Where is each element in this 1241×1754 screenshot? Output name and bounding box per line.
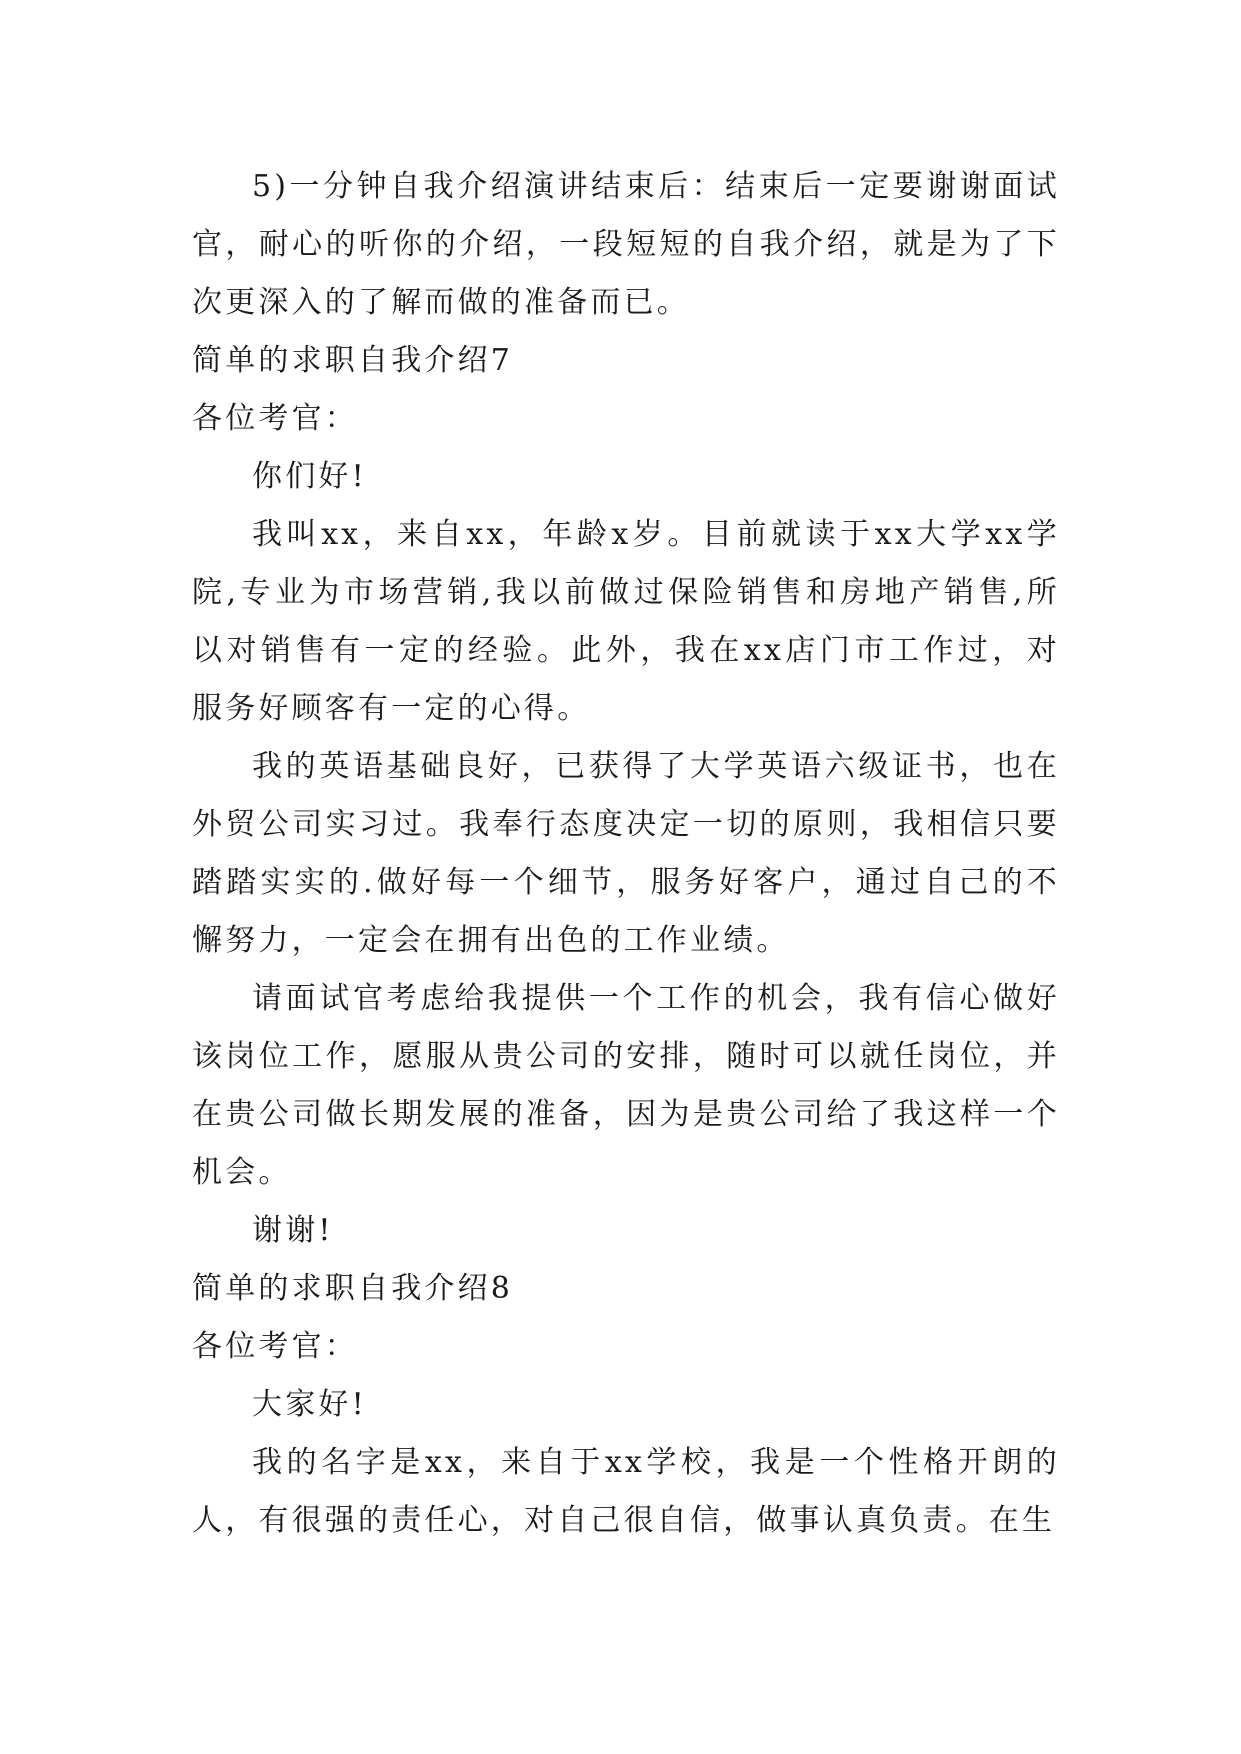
paragraph: 我的英语基础良好，已获得了大学英语六级证书，也在外贸公司实习过。我奉行态度决定一切的原则，我相信只要踏踏实实的.做好每一个细节，服务好客户，通过自己的不懈努力，一定会在拥有出色的工作业绩。 bbox=[192, 749, 1060, 958]
salutation: 各位考官： bbox=[192, 1329, 358, 1364]
greeting: 大家好! bbox=[252, 1387, 367, 1422]
greeting: 你们好! bbox=[252, 459, 367, 494]
paragraph: 请面试官考虑给我提供一个工作的机会，我有信心做好该岗位工作，愿服从贵公司的安排，随时可以就任岗位，并在贵公司做长期发展的准备，因为是贵公司给了我这样一个机会。 bbox=[192, 981, 1060, 1190]
paragraph: 我的名字是xx，来自于xx学校，我是一个性格开朗的人，有很强的责任心，对自己很自信，做事认真负责。在生 bbox=[192, 1445, 1060, 1538]
section-heading: 简单的求职自我介绍7 bbox=[192, 343, 514, 378]
closing: 谢谢! bbox=[252, 1213, 334, 1248]
paragraph: 我叫xx，来自xx，年龄x岁。目前就读于xx大学xx学院,专业为市场营销,我以前做过保险销售和房地产销售,所以对销售有一定的经验。此外，我在xx店门市工作过，对服务好顾客有一定的心得。 bbox=[192, 517, 1060, 726]
salutation: 各位考官： bbox=[192, 401, 358, 436]
paragraph: 5)一分钟自我介绍演讲结束后：结束后一定要谢谢面试官，耐心的听你的介绍，一段短短的自我介绍，就是为了下次更深入的了解而做的准备而已。 bbox=[192, 169, 1060, 320]
document-body bbox=[192, 158, 1060, 1550]
section-heading: 简单的求职自我介绍8 bbox=[192, 1271, 514, 1306]
